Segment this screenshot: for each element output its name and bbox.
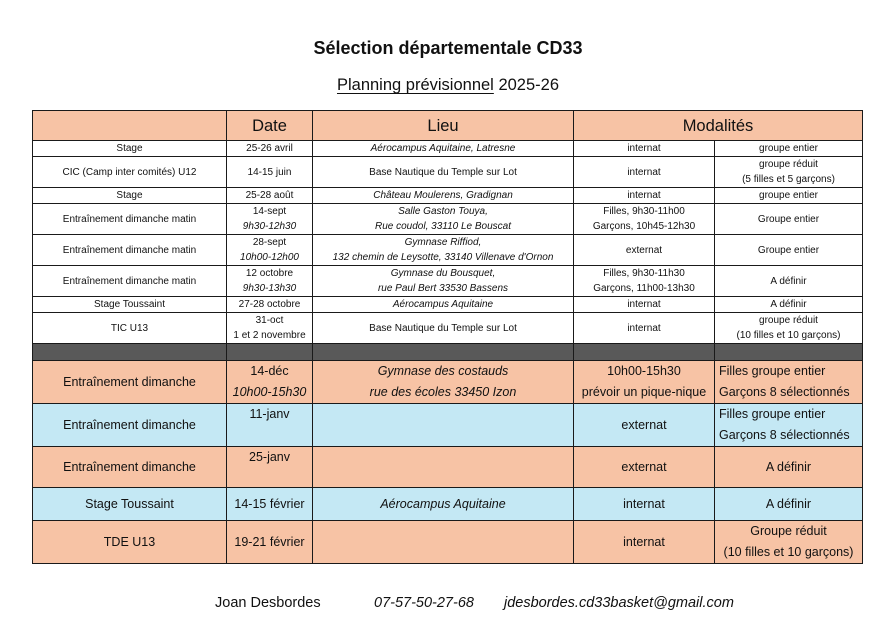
lieu-cell-line: Gymnase du Bousquet, — [390, 268, 496, 279]
acces-cell-line: Filles, 9h30-11h00 — [603, 206, 685, 217]
acces-cell — [574, 313, 715, 344]
acces-cell — [574, 235, 715, 266]
lieu-cell-line: 132 chemin de Leysotte, 33140 Villenave d'Ornon — [332, 252, 554, 263]
groupe-cell — [715, 447, 863, 488]
groupe-cell — [715, 297, 863, 313]
groupe-cell — [715, 266, 863, 297]
event-cell: TIC U13 — [33, 313, 227, 344]
acces-cell — [574, 204, 715, 235]
date-cell-line: 11-janv — [249, 407, 290, 421]
table-row — [33, 361, 863, 404]
acces-cell-line: Garçons, 11h00-13h30 — [593, 283, 695, 294]
groupe-cell-line: Groupe entier — [757, 213, 820, 225]
date-cell-line: 10h00-15h30 — [232, 385, 307, 399]
table-row — [33, 188, 863, 204]
acces-cell — [574, 188, 715, 204]
lieu-cell — [313, 266, 574, 297]
date-cell-line: 14-15 février — [234, 496, 305, 511]
lieu-cell — [313, 188, 574, 204]
groupe-cell-line: (10 filles et 10 garçons) — [723, 545, 854, 559]
acces-cell — [574, 361, 715, 404]
date-cell — [227, 297, 313, 313]
date-cell-line: 31-oct — [255, 315, 284, 326]
lieu-cell — [313, 141, 574, 157]
date-cell — [227, 313, 313, 344]
lieu-cell — [313, 235, 574, 266]
date-cell-line: 9h30-13h30 — [242, 283, 297, 294]
table-row — [33, 204, 863, 235]
event-cell: Entraînement dimanche — [33, 361, 227, 404]
acces-cell-line: Filles, 9h30-11h30 — [603, 268, 685, 279]
table-row — [33, 404, 863, 447]
header-event — [33, 111, 227, 141]
acces-cell — [574, 157, 715, 188]
groupe-cell — [715, 404, 863, 447]
table-row — [33, 488, 863, 521]
acces-cell-line: internat — [623, 496, 665, 511]
groupe-cell-line: groupe réduit — [759, 315, 818, 326]
event-cell: Entraînement dimanche matin — [33, 204, 227, 235]
header-row — [33, 111, 863, 141]
lieu-cell — [313, 488, 574, 521]
date-cell-line: 12 octobre — [245, 268, 294, 279]
groupe-cell — [715, 157, 863, 188]
event-cell: CIC (Camp inter comités) U12 — [33, 157, 227, 188]
lieu-cell — [313, 404, 574, 447]
event-cell: TDE U13 — [33, 521, 227, 564]
groupe-cell-line: Groupe entier — [757, 244, 820, 256]
groupe-cell-line: A définir — [770, 299, 807, 310]
lieu-cell — [313, 204, 574, 235]
lieu-cell-line: Base Nautique du Temple sur Lot — [369, 166, 517, 178]
date-cell-line: 14-sept — [252, 206, 287, 217]
separator-cell — [227, 344, 313, 361]
date-cell — [227, 361, 313, 404]
date-cell-line: 27-28 octobre — [238, 299, 301, 310]
groupe-cell-line: groupe réduit — [759, 159, 818, 170]
date-cell — [227, 404, 313, 447]
table-row — [33, 141, 863, 157]
table-row — [33, 297, 863, 313]
groupe-cell-line: A définir — [770, 275, 807, 287]
groupe-cell — [715, 361, 863, 404]
page-subtitle — [0, 76, 896, 95]
acces-cell-line: externat — [621, 459, 667, 474]
date-cell-line: 25-28 août — [245, 190, 294, 201]
acces-cell-line: internat — [627, 322, 661, 334]
separator-cell — [313, 344, 574, 361]
acces-cell — [574, 266, 715, 297]
subtitle-year: 2025-26 — [498, 76, 559, 94]
lieu-cell — [313, 361, 574, 404]
acces-cell-line: externat — [621, 417, 667, 432]
groupe-cell — [715, 188, 863, 204]
separator-row — [33, 344, 863, 361]
groupe-cell-line: A définir — [765, 459, 812, 474]
separator-cell — [574, 344, 715, 361]
date-cell-line: 28-sept — [252, 237, 287, 248]
acces-cell-line: internat — [627, 299, 661, 310]
groupe-cell-line: Garçons 8 sélectionnés — [719, 428, 850, 442]
event-cell: Stage Toussaint — [33, 488, 227, 521]
groupe-cell — [715, 313, 863, 344]
groupe-cell-line: groupe entier — [759, 143, 818, 154]
event-cell: Stage Toussaint — [33, 297, 227, 313]
date-cell-line: 1 et 2 novembre — [233, 330, 306, 341]
event-cell: Entraînement dimanche — [33, 447, 227, 488]
groupe-cell-line: Garçons 8 sélectionnés — [719, 385, 850, 399]
acces-cell — [574, 488, 715, 521]
groupe-cell — [715, 521, 863, 564]
lieu-cell-line: Aérocampus Aquitaine — [392, 299, 494, 310]
lieu-cell-line: Gymnase des costauds — [377, 364, 509, 378]
table-row — [33, 157, 863, 188]
acces-cell-line: internat — [627, 190, 661, 201]
date-cell — [227, 521, 313, 564]
acces-cell — [574, 521, 715, 564]
acces-cell-line: 10h00-15h30 — [607, 364, 681, 378]
date-cell — [227, 188, 313, 204]
lieu-cell-line: Aérocampus Aquitaine, Latresne — [370, 143, 516, 154]
date-cell-line: 14-déc — [250, 364, 289, 378]
table-row — [33, 266, 863, 297]
footer-name: Joan Desbordes — [215, 595, 321, 611]
groupe-cell — [715, 141, 863, 157]
lieu-cell-line: rue Paul Bert 33530 Bassens — [377, 283, 509, 294]
lieu-cell-line: rue des écoles 33450 Izon — [369, 385, 517, 399]
separator-cell — [33, 344, 227, 361]
lieu-cell-line: Château Moulerens, Gradignan — [373, 190, 513, 201]
lieu-cell — [313, 521, 574, 564]
lieu-cell — [313, 313, 574, 344]
date-cell-line: 25-janv — [249, 450, 290, 464]
acces-cell — [574, 297, 715, 313]
lieu-cell — [313, 157, 574, 188]
date-cell — [227, 235, 313, 266]
acces-cell-line: internat — [623, 534, 665, 549]
acces-cell-line: prévoir un pique-nique — [581, 385, 707, 399]
acces-cell — [574, 404, 715, 447]
event-cell: Entraînement dimanche matin — [33, 235, 227, 266]
date-cell — [227, 488, 313, 521]
event-cell: Entraînement dimanche matin — [33, 266, 227, 297]
page-title: Sélection départementale CD33 — [313, 38, 583, 58]
acces-cell-line: Garçons, 10h45-12h30 — [592, 221, 696, 232]
header-lieu: Lieu — [313, 111, 574, 141]
date-cell — [227, 141, 313, 157]
event-cell: Stage — [33, 188, 227, 204]
footer-email[interactable]: jdesbordes.cd33basket@gmail.com — [504, 595, 734, 611]
table-row — [33, 313, 863, 344]
acces-cell-line: internat — [627, 166, 661, 178]
event-cell: Entraînement dimanche — [33, 404, 227, 447]
lieu-cell-line: Base Nautique du Temple sur Lot — [369, 322, 517, 334]
table-row — [33, 235, 863, 266]
footer-phone: 07-57-50-27-68 — [374, 595, 474, 611]
groupe-cell-line: Groupe réduit — [750, 524, 827, 538]
acces-cell — [574, 141, 715, 157]
date-cell — [227, 266, 313, 297]
date-cell-line: 14-15 juin — [247, 166, 292, 178]
separator-cell — [715, 344, 863, 361]
date-cell-line: 19-21 février — [234, 534, 305, 549]
groupe-cell — [715, 488, 863, 521]
groupe-cell-line: (10 filles et 10 garçons) — [736, 330, 841, 341]
lieu-cell-line: Salle Gaston Touya, — [398, 206, 488, 217]
date-cell — [227, 204, 313, 235]
lieu-cell-line: Rue coudol, 33110 Le Bouscat — [374, 221, 512, 232]
event-cell: Stage — [33, 141, 227, 157]
groupe-cell — [715, 235, 863, 266]
acces-cell-line: externat — [625, 244, 663, 256]
header-date: Date — [227, 111, 313, 141]
date-cell — [227, 157, 313, 188]
lieu-cell — [313, 297, 574, 313]
lieu-cell — [313, 447, 574, 488]
lieu-cell-line: Aérocampus Aquitaine — [380, 496, 506, 511]
lieu-cell-line: Gymnase Riffiod, — [404, 237, 482, 248]
groupe-cell-line: Filles groupe entier — [719, 407, 826, 421]
date-cell-line: 25-26 avril — [246, 143, 293, 154]
groupe-cell-line: A définir — [765, 496, 812, 511]
acces-cell — [574, 447, 715, 488]
header-modalites: Modalités — [574, 111, 863, 141]
groupe-cell-line: Filles groupe entier — [719, 364, 826, 378]
table-row — [33, 447, 863, 488]
groupe-cell — [715, 204, 863, 235]
acces-cell-line: internat — [627, 143, 661, 154]
groupe-cell-line: (5 filles et 5 garçons) — [742, 174, 835, 185]
date-cell-line: 9h30-12h30 — [242, 221, 297, 232]
subtitle-planning: Planning prévisionnel — [336, 76, 494, 94]
table-row — [33, 521, 863, 564]
date-cell — [227, 447, 313, 488]
groupe-cell-line: groupe entier — [759, 190, 818, 201]
planning-table — [32, 110, 863, 564]
date-cell-line: 10h00-12h00 — [240, 252, 299, 263]
